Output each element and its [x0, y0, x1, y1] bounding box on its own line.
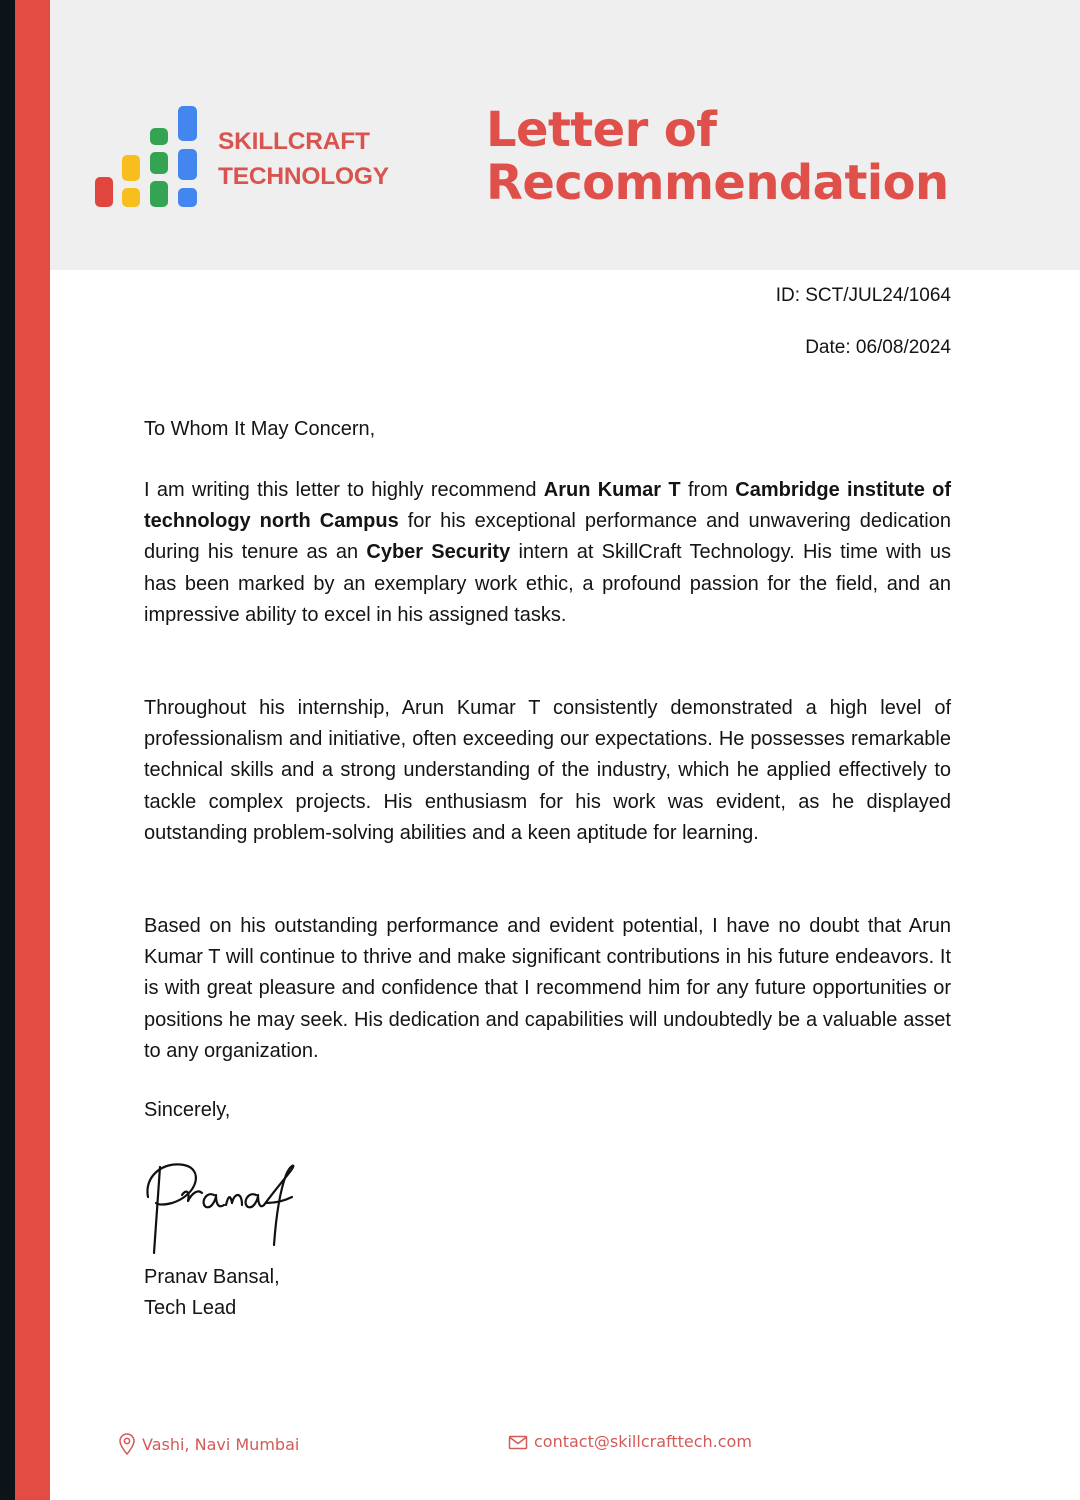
paragraph-performance: Throughout his internship, Arun Kumar T consistently demonstrated a high level of professionalism and initiative, often exceeding our expectations. He possesses remarkable technical skills and a strong understanding of the industry, which he applied effectively to tackle complex projects. His enthusiasm for his work was evident, as he displayed outstanding problem-solving abilities and a keen aptitude for learning.: [144, 697, 951, 844]
logo-block-yellow-bottom: [122, 188, 140, 207]
signer-title: Tech Lead: [144, 1297, 237, 1319]
envelope-icon: [508, 1434, 528, 1450]
document-title: [486, 104, 949, 210]
company-name-line2: TECHNOLOGY: [218, 163, 389, 190]
footer-email[interactable]: [508, 1432, 752, 1451]
signer-block: [144, 1262, 280, 1324]
paragraph-intro-text1: I am writing this letter to highly recommend: [144, 479, 544, 501]
logo-block-blue-bottom: [178, 188, 197, 207]
letter-date: Date: 06/08/2024: [805, 337, 951, 358]
institution-name: Cambridge institute of technology north Campus: [144, 479, 952, 533]
company-name-line1: SKILLCRAFT: [218, 128, 370, 155]
email-link[interactable]: contact@skillcrafttech.com: [534, 1432, 752, 1451]
footer-location: [118, 1432, 299, 1456]
logo-block-green-bottom: [150, 181, 168, 207]
document-title-line1: Letter of: [486, 102, 717, 158]
salutation: To Whom It May Concern,: [144, 418, 376, 440]
document-title-line2: Recommendation: [486, 155, 949, 211]
internship-role: Cyber Security: [366, 541, 511, 564]
logo-block-yellow-top: [122, 155, 140, 181]
paragraph-intro-text4: intern at SkillCraft Technology. His time with us has been marked by an exemplary work ethic, a profound passion for the field, and an impressive ability to excel in his assigned tasks.: [144, 541, 951, 626]
paragraph-conclusion: Based on his outstanding performance and evident potential, I have no doubt that Arun Kumar T will continue to thrive and make significant contributions in his future endeavors. It is with great pleasure and confidence that I recommend him for any future opportunities or positions he may seek. His dedication and capabilities will undoubtedly be a valuable asset to any organization.: [144, 915, 951, 1062]
location-text: Vashi, Navi Mumbai: [142, 1434, 300, 1454]
paragraph-intro-text2: from: [680, 479, 736, 501]
logo-block-blue-mid: [178, 149, 197, 180]
logo-block-green-top: [150, 128, 168, 145]
company-logo: [0, 0, 1080, 270]
paragraph-intro: [144, 475, 951, 631]
logo-block-blue-top: [178, 106, 197, 141]
candidate-name: Arun Kumar T: [543, 479, 681, 501]
map-pin-icon: [118, 1432, 136, 1456]
paragraph-intro-text3: for his exceptional performance and unwavering dedication during his tenure as an: [144, 510, 951, 564]
company-name: [218, 124, 389, 194]
signer-name: Pranav Bansal,: [144, 1266, 280, 1288]
logo-block-red: [95, 177, 113, 207]
logo-block-green-mid: [150, 152, 168, 174]
closing: Sincerely,: [144, 1099, 231, 1121]
handwritten-signature-icon: [142, 1155, 302, 1260]
letter-id: ID: SCT/JUL24/1064: [775, 285, 951, 306]
